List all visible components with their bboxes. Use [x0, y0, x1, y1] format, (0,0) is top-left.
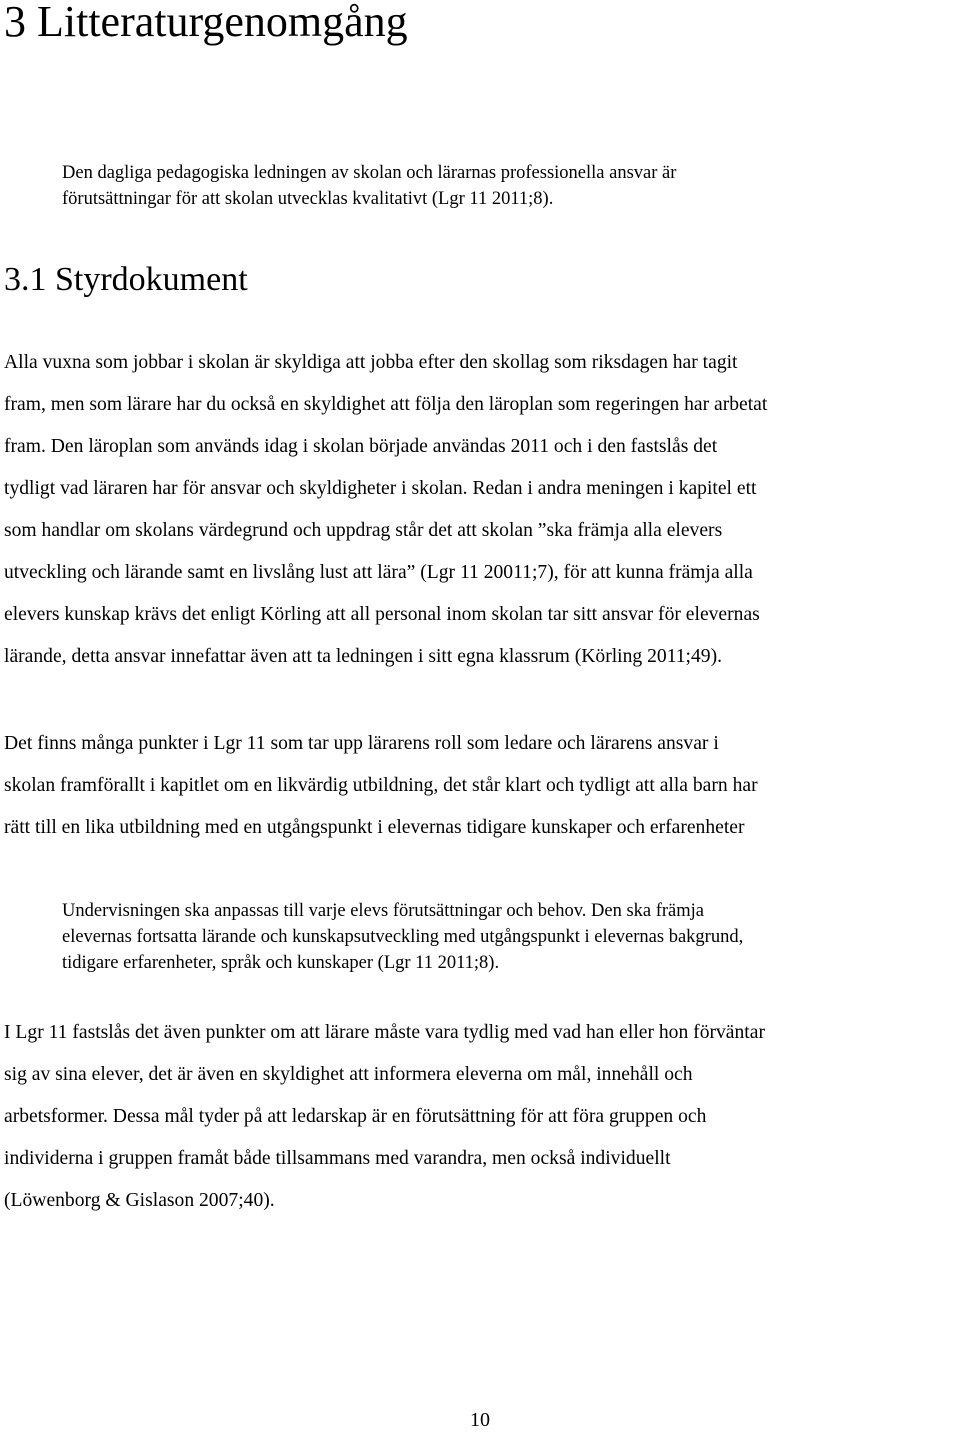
chapter-heading: 3 Litteraturgenomgång	[4, 0, 408, 46]
text-line: rätt till en lika utbildning med en utgångspunkt i elevernas tidigare kunskaper och erfarenheter	[4, 817, 745, 838]
text-line: fram, men som lärare har du också en skyldighet att följa den läroplan som regeringen har arbetat	[4, 394, 768, 415]
text-line: fram. Den läroplan som används idag i skolan började användas 2011 och i den fastslås det	[4, 436, 718, 457]
page-number: 10	[470, 1409, 490, 1431]
text-line: Alla vuxna som jobbar i skolan är skyldiga att jobba efter den skollag som riksdagen har tagit	[4, 352, 738, 373]
block-quote-1	[62, 160, 922, 212]
quote-line: tidigare erfarenheter, språk och kunskaper (Lgr 11 2011;8).	[62, 953, 500, 973]
text-line: (Löwenborg & Gislason 2007;40).	[4, 1190, 275, 1211]
quote-line: Undervisningen ska anpassas till varje elevs förutsättningar och behov. Den ska främja	[62, 901, 704, 921]
block-quote-2	[62, 898, 922, 976]
text-line: skolan framförallt i kapitlet om en likvärdig utbildning, det står klart och tydligt att alla barn har	[4, 775, 758, 796]
text-line: Det finns många punkter i Lgr 11 som tar upp lärarens roll som ledare och lärarens ansvar i	[4, 733, 719, 754]
text-line: utveckling och lärande samt en livslång lust att lära” (Lgr 11 20011;7), för att kunna främja alla	[4, 562, 753, 583]
text-line: lärande, detta ansvar innefattar även att ta ledningen i sitt egna klassrum (Körling 2011;49).	[4, 646, 723, 667]
paragraph-3	[4, 1012, 956, 1222]
quote-line: elevernas fortsatta lärande och kunskapsutveckling med utgångspunkt i elevernas bakgrund,	[62, 927, 744, 947]
text-line: elevers kunskap krävs det enligt Körling att all personal inom skolan tar sitt ansvar för elevernas	[4, 604, 760, 625]
quote-line: förutsättningar för att skolan utvecklas kvalitativt (Lgr 11 2011;8).	[62, 189, 554, 209]
text-line: tydligt vad läraren har för ansvar och skyldigheter i skolan. Redan i andra meningen i kapitel ett	[4, 478, 757, 499]
text-line: som handlar om skolans värdegrund och uppdrag står det att skolan ”ska främja alla elevers	[4, 520, 723, 541]
paragraph-2	[4, 723, 956, 849]
text-line: sig av sina elever, det är även en skyldighet att informera eleverna om mål, innehåll och	[4, 1064, 693, 1085]
section-heading: 3.1 Styrdokument	[4, 261, 248, 298]
text-line: individerna i gruppen framåt både tillsammans med varandra, men också individuellt	[4, 1148, 671, 1169]
paragraph-1	[4, 342, 956, 678]
text-line: arbetsformer. Dessa mål tyder på att ledarskap är en förutsättning för att föra gruppen och	[4, 1106, 707, 1127]
quote-line: Den dagliga pedagogiska ledningen av skolan och lärarnas professionella ansvar är	[62, 163, 677, 183]
text-line: I Lgr 11 fastslås det även punkter om att lärare måste vara tydlig med vad han eller hon förväntar	[4, 1022, 765, 1043]
